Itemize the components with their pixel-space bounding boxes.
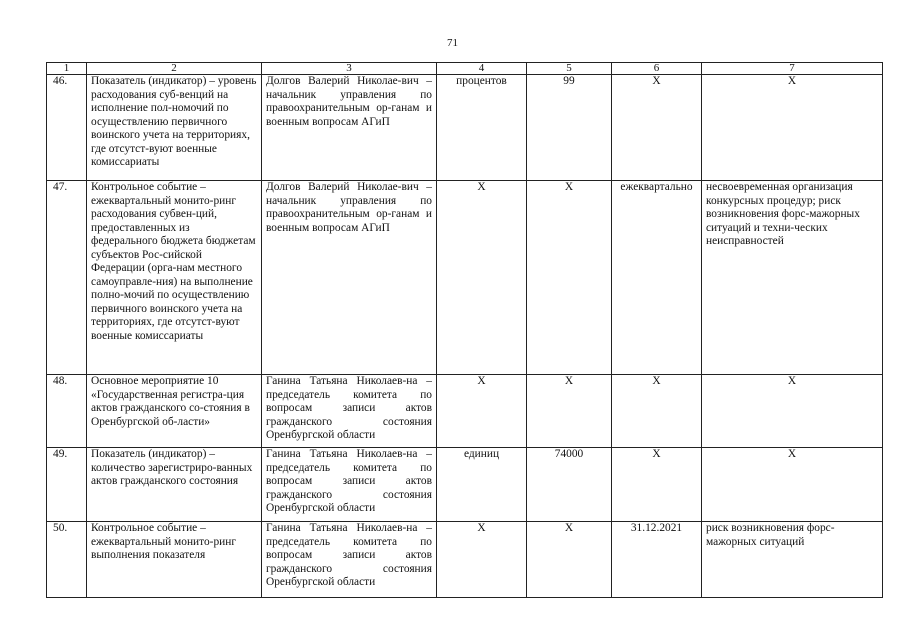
header-cell-3: 3 <box>262 63 437 75</box>
row-risks: Х <box>702 75 883 181</box>
row-responsible: Долгов Валерий Николае-вич – начальник управления по правоохранительным ор-ганам и военным вопросам АГиП <box>262 75 437 181</box>
row-number: 46. <box>47 75 87 181</box>
header-cell-5: 5 <box>527 63 612 75</box>
row-period: Х <box>612 375 702 448</box>
row-number: 50. <box>47 522 87 598</box>
row-name: Контрольное событие – ежеквартальный монито-ринг расходования субвен-ций, предоставленных из федерального бюджета бюджетам субъектов Рос-сийской Федерации (орга-нам местного самоуправле-ния) на выполнение полно-мочий по осуществлению первичного воинского учета на территориях, где отсутст-вуют военные комиссариаты <box>87 181 262 375</box>
row-name: Показатель (индикатор) – количество зарегистриро-ванных актов гражданского состояния <box>87 448 262 522</box>
header-row <box>47 63 883 75</box>
row-number: 47. <box>47 181 87 375</box>
row-period: Х <box>612 448 702 522</box>
row-number: 49. <box>47 448 87 522</box>
page-number: 71 <box>447 37 458 49</box>
table-row <box>47 75 883 181</box>
header-cell-7: 7 <box>702 63 883 75</box>
row-value: Х <box>527 181 612 375</box>
plan-table <box>46 62 883 598</box>
row-value: Х <box>527 522 612 598</box>
row-unit: Х <box>437 181 527 375</box>
table-row <box>47 522 883 598</box>
row-value: 74000 <box>527 448 612 522</box>
row-responsible: Долгов Валерий Николае-вич – начальник управления по правоохранительным ор-ганам и военным вопросам АГиП <box>262 181 437 375</box>
row-risks: Х <box>702 448 883 522</box>
row-value: Х <box>527 375 612 448</box>
row-name: Контрольное событие – ежеквартальный монито-ринг выполнения показателя <box>87 522 262 598</box>
header-cell-1: 1 <box>47 63 87 75</box>
row-responsible: Ганина Татьяна Николаев-на – председатель комитета по вопросам записи актов гражданского состояния Оренбургской области <box>262 375 437 448</box>
row-name: Показатель (индикатор) – уровень расходования суб-венций на исполнение пол-номочий по осуществлению первичного воинского учета на территориях, где отсутст-вуют военные комиссариаты <box>87 75 262 181</box>
row-unit: процентов <box>437 75 527 181</box>
row-period: Х <box>612 75 702 181</box>
row-risks: Х <box>702 375 883 448</box>
row-name: Основное мероприятие 10 «Государственная регистра-ция актов гражданского со-стояния в Оренбургской об-ласти» <box>87 375 262 448</box>
table-row <box>47 448 883 522</box>
row-unit: Х <box>437 522 527 598</box>
row-value: 99 <box>527 75 612 181</box>
row-period: ежеквартально <box>612 181 702 375</box>
header-cell-6: 6 <box>612 63 702 75</box>
header-cell-2: 2 <box>87 63 262 75</box>
row-risks: риск возникновения форс-мажорных ситуаций <box>702 522 883 598</box>
row-risks: несвоевременная организация конкурсных процедур; риск возникновения форс-мажорных ситуаций и техни-ческих неисправностей <box>702 181 883 375</box>
row-unit: единиц <box>437 448 527 522</box>
row-number: 48. <box>47 375 87 448</box>
row-unit: Х <box>437 375 527 448</box>
row-responsible: Ганина Татьяна Николаев-на – председатель комитета по вопросам записи актов гражданского состояния Оренбургской области <box>262 522 437 598</box>
row-responsible: Ганина Татьяна Николаев-на – председатель комитета по вопросам записи актов гражданского состояния Оренбургской области <box>262 448 437 522</box>
header-cell-4: 4 <box>437 63 527 75</box>
row-period: 31.12.2021 <box>612 522 702 598</box>
table-row <box>47 375 883 448</box>
table-row <box>47 181 883 375</box>
